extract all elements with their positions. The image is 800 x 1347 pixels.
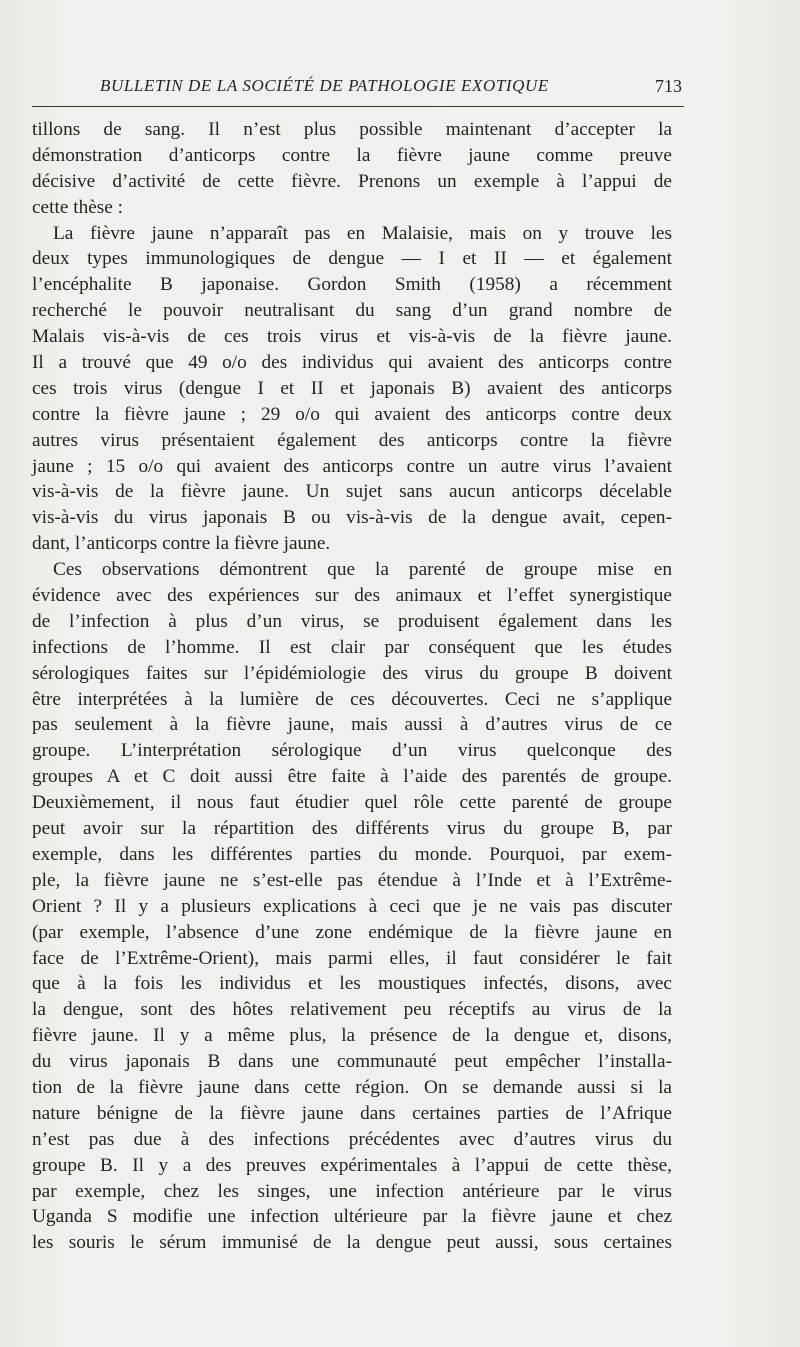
text-line: deux types immunologiques de dengue — I et II — et également: [32, 248, 672, 270]
text-line: vis-à-vis de la fièvre jaune. Un sujet sans aucun anticorps décelable: [32, 481, 672, 503]
text-line: peut avoir sur la répartition des différents virus du groupe B, par: [32, 818, 672, 840]
text-line: par exemple, chez les singes, une infection antérieure par le virus: [32, 1180, 672, 1202]
text-line: jaune ; 15 o/o qui avaient des anticorps contre un autre virus l’avaient: [32, 455, 672, 477]
text-line: être interprétées à la lumière de ces découvertes. Ceci ne s’applique: [32, 688, 672, 710]
text-line: vis-à-vis du virus japonais B ou vis-à-vis de la dengue avait, cepen-: [32, 507, 672, 529]
text-line: démonstration d’anticorps contre la fièvre jaune comme preuve: [32, 144, 672, 166]
body-text: [32, 117, 672, 1256]
text-line: évidence avec des expériences sur des animaux et l’effet synergistique: [32, 585, 672, 607]
text-line: infections de l’homme. Il est clair par conséquent que les études: [32, 636, 672, 658]
text-line: n’est pas due à des infections précédentes avec d’autres virus du: [32, 1128, 672, 1150]
page-number: 713: [655, 76, 682, 96]
running-head: BULLETIN DE LA SOCIÉTÉ DE PATHOLOGIE EXOTIQUE: [100, 76, 549, 95]
text-line: (par exemple, l’absence d’une zone endémique de la fièvre jaune en: [32, 921, 672, 943]
text-line: Deuxièmement, il nous faut étudier quel rôle cette parenté de groupe: [32, 792, 672, 814]
text-line: cette thèse :: [32, 196, 124, 218]
text-line: groupes A et C doit aussi être faite à l’aide des parentés de groupe.: [32, 766, 672, 788]
text-line: la dengue, sont des hôtes relativement peu réceptifs au virus de la: [32, 999, 672, 1021]
text-line: tillons de sang. Il n’est plus possible maintenant d’accepter la: [32, 119, 672, 140]
page-header: [100, 76, 682, 102]
text-line: face de l’Extrême-Orient), mais parmi elles, il faut considérer le fait: [32, 947, 672, 969]
text-line: l’encéphalite B japonaise. Gordon Smith (1958) a récemment: [32, 274, 672, 296]
header-rule: [32, 106, 684, 107]
text-line: groupe B. Il y a des preuves expérimentales à l’appui de cette thèse,: [32, 1154, 672, 1176]
text-line: dant, l’anticorps contre la fièvre jaune.: [32, 533, 331, 555]
text-line: Uganda S modifie une infection ultérieure par la fièvre jaune et chez: [32, 1206, 672, 1228]
text-line: groupe. L’interprétation sérologique d’un virus quelconque des: [32, 740, 672, 762]
text-line: Malais vis-à-vis de ces trois virus et vis-à-vis de la fièvre jaune.: [32, 326, 672, 348]
text-line: les souris le sérum immunisé de la dengue peut aussi, sous certaines: [32, 1232, 672, 1254]
text-line: tion de la fièvre jaune dans cette région. On se demande aussi si la: [32, 1076, 672, 1098]
text-line: sérologiques faites sur l’épidémiologie des virus du groupe B doivent: [32, 662, 672, 684]
text-line: La fièvre jaune n’apparaît pas en Malaisie, mais on y trouve les: [53, 222, 672, 244]
text-line: ple, la fièvre jaune ne s’est-elle pas étendue à l’Inde et à l’Extrême-: [32, 869, 672, 891]
text-line: nature bénigne de la fièvre jaune dans certaines parties de l’Afrique: [32, 1102, 672, 1124]
text-line: fièvre jaune. Il y a même plus, la présence de la dengue et, disons,: [32, 1025, 672, 1047]
text-line: décisive d’activité de cette fièvre. Prenons un exemple à l’appui de: [32, 170, 672, 192]
text-line: recherché le pouvoir neutralisant du sang d’un grand nombre de: [32, 300, 672, 322]
text-line: Il a trouvé que 49 o/o des individus qui avaient des anticorps contre: [32, 352, 672, 374]
text-line: du virus japonais B dans une communauté peut empêcher l’installa-: [32, 1051, 672, 1073]
text-line: de l’infection à plus d’un virus, se produisent également dans les: [32, 610, 672, 632]
text-line: Ces observations démontrent que la parenté de groupe mise en: [53, 559, 672, 581]
text-line: pas seulement à la fièvre jaune, mais aussi à d’autres virus de ce: [32, 714, 672, 736]
text-line: Orient ? Il y a plusieurs explications à ceci que je ne vais pas discuter: [32, 895, 672, 917]
text-line: que à la fois les individus et les moustiques infectés, disons, avec: [32, 973, 672, 995]
text-line: exemple, dans les différentes parties du monde. Pourquoi, par exem-: [32, 843, 672, 865]
text-line: autres virus présentaient également des anticorps contre la fièvre: [32, 429, 672, 451]
text-line: contre la fièvre jaune ; 29 o/o qui avaient des anticorps contre deux: [32, 403, 672, 425]
text-line: ces trois virus (dengue I et II et japonais B) avaient des anticorps: [32, 377, 672, 399]
